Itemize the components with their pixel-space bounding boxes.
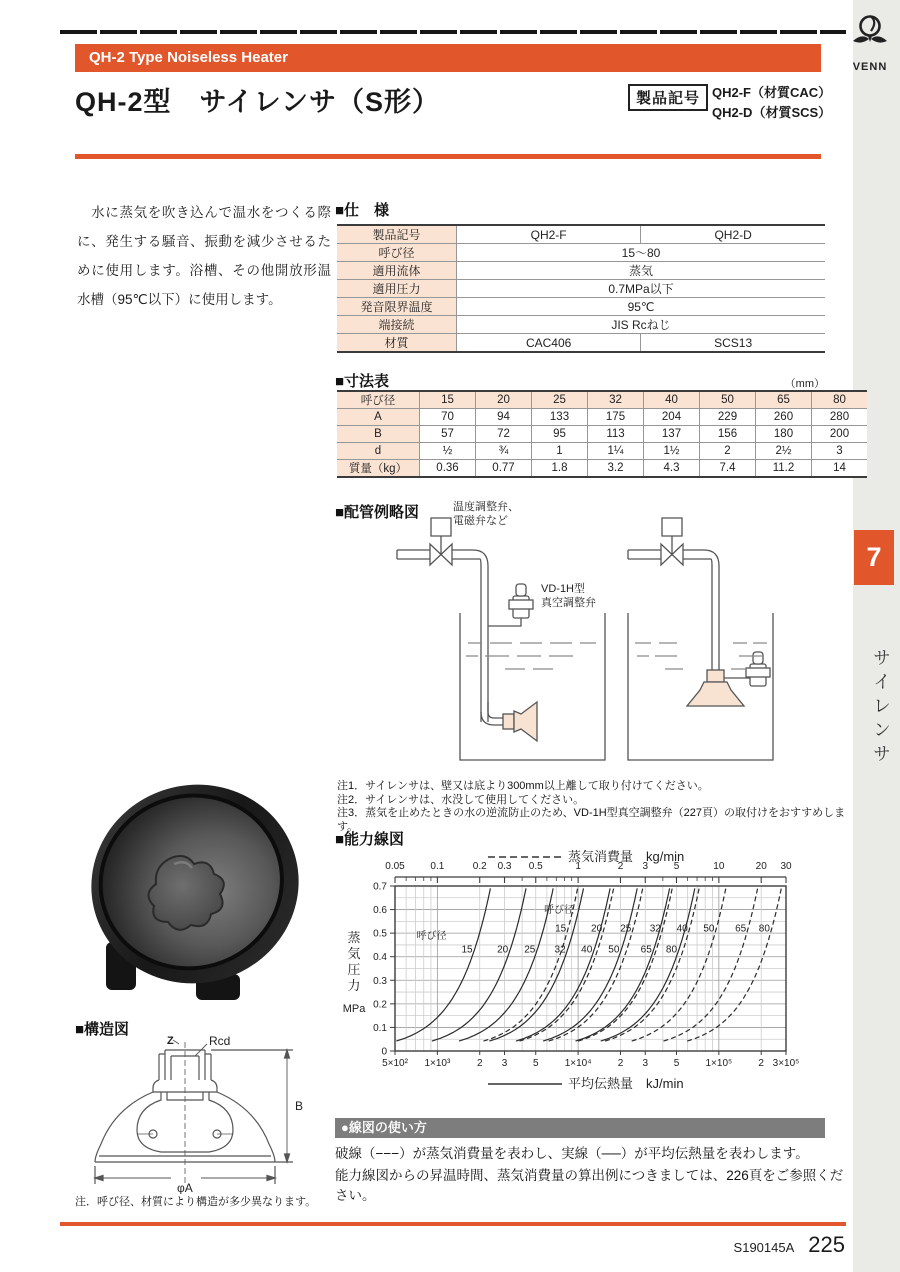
dim-value: 280 <box>812 409 868 426</box>
structure-label-a: φA <box>177 1181 193 1194</box>
page-title: QH-2型 サイレンサ（S形） <box>75 87 440 117</box>
dim-value: 229 <box>700 409 756 426</box>
svg-text:65: 65 <box>735 923 747 935</box>
svg-text:20: 20 <box>755 861 767 872</box>
svg-text:0.4: 0.4 <box>373 952 387 964</box>
dim-value: 94 <box>476 409 532 426</box>
spec-value: QH2-F <box>457 225 641 244</box>
svg-text:5×10²: 5×10² <box>382 1058 408 1069</box>
svg-text:20: 20 <box>497 944 509 956</box>
svg-text:呼び径: 呼び径 <box>544 905 575 917</box>
spec-row <box>337 334 825 353</box>
spec-value: 蒸気 <box>457 262 826 280</box>
dim-value: 1.8 <box>532 460 588 478</box>
svg-text:3: 3 <box>642 1058 649 1069</box>
dim-value: ½ <box>420 443 476 460</box>
dim-value: 57 <box>420 426 476 443</box>
svg-text:1: 1 <box>575 861 581 872</box>
spec-value: CAC406 <box>457 334 641 353</box>
svg-text:3×10⁵: 3×10⁵ <box>772 1058 800 1069</box>
svg-text:0.5: 0.5 <box>373 928 387 940</box>
dim-value: ¾ <box>476 443 532 460</box>
spec-value: 15～80 <box>457 244 826 262</box>
spec-value: JIS Rcねじ <box>457 316 826 334</box>
note-3: 注3．蒸気を止めたときの水の逆流防止のため、VD-1H型真空調整弁（227頁）の取付けをおすすめします。 <box>337 807 846 833</box>
svg-text:3: 3 <box>642 861 649 872</box>
structure-heading: ■構造図 <box>75 1021 130 1038</box>
chapter-tab-number: 7 <box>854 530 894 585</box>
spec-row <box>337 244 825 262</box>
footer-rule <box>60 1222 846 1226</box>
svg-text:50: 50 <box>703 923 715 935</box>
svg-text:平均伝熱量 kJ/min: 平均伝熱量 kJ/min <box>568 1076 684 1091</box>
product-code-label: 製品記号 <box>628 84 708 111</box>
svg-text:32: 32 <box>554 944 566 956</box>
dimensions-table <box>337 390 867 478</box>
spec-label: 材質 <box>337 334 457 353</box>
svg-text:80: 80 <box>758 923 770 935</box>
piping-heading: ■配管例略図 <box>335 504 420 521</box>
svg-text:0.7: 0.7 <box>373 881 387 893</box>
dim-value: 95 <box>532 426 588 443</box>
svg-text:0.2: 0.2 <box>373 999 387 1011</box>
usage-line-1: 破線（−−−）が蒸気消費量を表わし、実線（──）が平均伝熱量を表わします。 <box>335 1146 809 1161</box>
svg-text:1×10⁴: 1×10⁴ <box>564 1058 592 1069</box>
dim-value: 2½ <box>756 443 812 460</box>
dim-value: 156 <box>700 426 756 443</box>
dim-header-cell: 65 <box>756 391 812 409</box>
svg-text:2: 2 <box>617 1058 624 1069</box>
spec-value: 0.7MPa以下 <box>457 280 826 298</box>
dim-header-cell: 20 <box>476 391 532 409</box>
spec-row <box>337 262 825 280</box>
spec-label: 端接続 <box>337 316 457 334</box>
svg-text:2: 2 <box>476 1058 483 1069</box>
dim-header-cell: 50 <box>700 391 756 409</box>
piping-valve-label-2: 電磁弁など <box>453 515 508 527</box>
spec-row <box>337 280 825 298</box>
spec-value: SCS13 <box>641 334 825 353</box>
brand-logo-text: VENN <box>852 61 888 73</box>
svg-text:1×10⁵: 1×10⁵ <box>705 1058 733 1069</box>
structure-label-b: B <box>295 1099 304 1113</box>
svg-text:1×10³: 1×10³ <box>424 1058 451 1069</box>
dim-value: 11.2 <box>756 460 812 478</box>
dim-value: 14 <box>812 460 868 478</box>
dim-row <box>337 426 867 443</box>
dim-value: 1 <box>532 443 588 460</box>
spec-value: 95℃ <box>457 298 826 316</box>
dim-value: 0.77 <box>476 460 532 478</box>
dim-value: 0.36 <box>420 460 476 478</box>
footer <box>0 1232 845 1258</box>
chapter-tab-label: サイレンサ <box>871 648 891 768</box>
usage-heading: ●線図の使い方 <box>335 1118 825 1138</box>
svg-text:0.05: 0.05 <box>385 861 405 872</box>
svg-text:0: 0 <box>381 1046 387 1058</box>
svg-text:蒸気消費量 kg/min: 蒸気消費量 kg/min <box>568 850 685 864</box>
dim-value: 113 <box>588 426 644 443</box>
piping-valve-label-1: 温度調整弁、 <box>453 501 519 513</box>
dim-header-cell: 40 <box>644 391 700 409</box>
svg-text:5: 5 <box>532 1058 539 1069</box>
spec-value: QH2-D <box>641 225 825 244</box>
chart-heading: ■能力線図 <box>335 831 405 848</box>
spec-label: 製品記号 <box>337 225 457 244</box>
svg-text:2: 2 <box>758 1058 764 1069</box>
dim-unit: （mm） <box>784 378 825 390</box>
dim-row <box>337 460 867 478</box>
svg-text:蒸: 蒸 <box>347 930 361 945</box>
page-banner: QH-2 Type Noiseless Heater <box>75 44 821 72</box>
spec-row <box>337 225 825 244</box>
product-code-1: QH2-F（材質CAC） <box>712 85 832 100</box>
svg-text:0.3: 0.3 <box>373 975 387 987</box>
note-1: 注1．サイレンサは、壁又は底より300mm以上離して取り付けてください。 <box>337 780 709 792</box>
piping-vd-label-1: VD-1H型 <box>541 583 586 595</box>
title-underline <box>75 154 821 159</box>
svg-text:5: 5 <box>673 1058 680 1069</box>
dim-label: A <box>337 409 420 426</box>
dim-value: 4.3 <box>644 460 700 478</box>
spec-row <box>337 298 825 316</box>
product-photo <box>78 762 313 1012</box>
dim-value: 137 <box>644 426 700 443</box>
svg-text:呼び径: 呼び径 <box>416 931 447 943</box>
dim-value: 180 <box>756 426 812 443</box>
dim-value: 70 <box>420 409 476 426</box>
svg-text:30: 30 <box>780 861 792 872</box>
svg-text:3: 3 <box>501 1058 508 1069</box>
dim-header-cell: 呼び径 <box>337 391 420 409</box>
dim-value: 3.2 <box>588 460 644 478</box>
product-description: 水に蒸気を吹き込んで温水をつくる際に、発生する騒音、振動を減少させるために使用します。浴槽、その他開放形温水槽（95℃以下）に使用します。 <box>77 205 331 307</box>
dim-value: 175 <box>588 409 644 426</box>
svg-text:10: 10 <box>713 861 725 872</box>
dim-value: 7.4 <box>700 460 756 478</box>
svg-text:2: 2 <box>617 861 624 872</box>
svg-text:40: 40 <box>581 944 593 956</box>
svg-text:15: 15 <box>555 923 567 935</box>
dim-value: 200 <box>812 426 868 443</box>
svg-text:50: 50 <box>608 944 620 956</box>
structure-label-rcd: Rcd <box>209 1034 231 1048</box>
svg-text:0.3: 0.3 <box>497 861 512 872</box>
dim-row <box>337 409 867 426</box>
dim-value: 3 <box>812 443 868 460</box>
dim-heading: ■寸法表 <box>335 373 390 390</box>
dim-header-cell: 32 <box>588 391 644 409</box>
svg-text:25: 25 <box>620 923 632 935</box>
spec-label: 呼び径 <box>337 244 457 262</box>
svg-text:25: 25 <box>524 944 536 956</box>
svg-text:40: 40 <box>676 923 688 935</box>
structure-label-z: Z <box>167 1035 174 1047</box>
spec-row <box>337 316 825 334</box>
footer-document-code: S190145A <box>733 1240 795 1255</box>
top-dotted-rule <box>60 30 846 34</box>
dim-label: d <box>337 443 420 460</box>
spec-label: 適用流体 <box>337 262 457 280</box>
spec-label: 発音限界温度 <box>337 298 457 316</box>
brand-logo <box>845 12 895 73</box>
venn-flower-icon <box>845 12 895 56</box>
svg-text:15: 15 <box>461 944 473 956</box>
capacity-chart <box>338 850 845 1100</box>
svg-text:0.1: 0.1 <box>430 861 445 872</box>
piping-vd-label-2: 真空調整弁 <box>541 597 596 609</box>
dim-header-cell: 15 <box>420 391 476 409</box>
dim-value: 133 <box>532 409 588 426</box>
structure-diagram <box>75 1034 320 1194</box>
piping-diagram <box>335 496 830 781</box>
dim-label: B <box>337 426 420 443</box>
product-code-2: QH2-D（材質SCS） <box>712 104 832 120</box>
svg-text:力: 力 <box>347 978 361 993</box>
note-2: 注2．サイレンサは、水没して使用してください。 <box>337 793 585 806</box>
dim-value: 204 <box>644 409 700 426</box>
svg-text:20: 20 <box>591 923 603 935</box>
dim-label: 質量（kg） <box>337 460 420 478</box>
svg-text:65: 65 <box>640 944 652 956</box>
structure-note: 注．呼び径、材質により構造が多少異なります。 <box>75 1196 317 1208</box>
svg-text:0.2: 0.2 <box>472 861 487 872</box>
dim-value: 72 <box>476 426 532 443</box>
usage-line-2: 能力線図からの昇温時間、蒸気消費量の算出例につきましては、226頁をご参照ください。 <box>335 1168 844 1203</box>
svg-text:5: 5 <box>673 861 680 872</box>
dim-value: 1½ <box>644 443 700 460</box>
spec-table <box>337 224 825 353</box>
dim-value: 260 <box>756 409 812 426</box>
svg-text:0.5: 0.5 <box>528 861 543 872</box>
svg-text:0.6: 0.6 <box>373 905 387 917</box>
dim-header-cell: 80 <box>812 391 868 409</box>
notes-block <box>337 780 847 834</box>
svg-text:圧: 圧 <box>347 962 361 977</box>
dim-row <box>337 443 867 460</box>
footer-page-number: 225 <box>808 1232 845 1257</box>
svg-text:気: 気 <box>347 946 361 961</box>
svg-text:MPa: MPa <box>342 1003 366 1015</box>
dim-header-cell: 25 <box>532 391 588 409</box>
svg-text:0.1: 0.1 <box>373 1022 387 1034</box>
spec-label: 適用圧力 <box>337 280 457 298</box>
product-codes <box>712 83 831 122</box>
svg-text:80: 80 <box>665 944 678 956</box>
spec-heading: ■仕 様 <box>335 202 390 219</box>
svg-text:32: 32 <box>649 923 661 935</box>
dim-value: 2 <box>700 443 756 460</box>
dim-value: 1¼ <box>588 443 644 460</box>
dim-header-row <box>337 391 867 409</box>
